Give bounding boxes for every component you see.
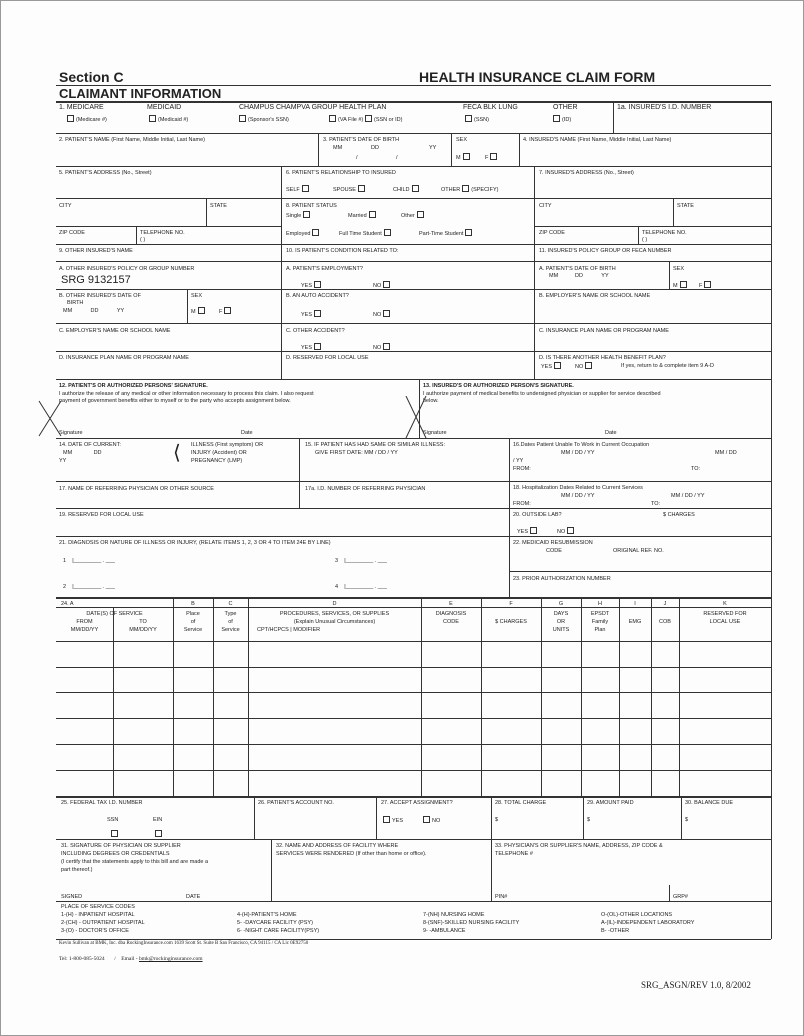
dob-slash: / <box>396 155 398 161</box>
hospitalization-label: 18. Hospitalization Dates Related to Current Services <box>513 485 643 491</box>
medicaid-label: MEDICAID <box>147 104 182 111</box>
col-letter-h: H <box>598 601 602 607</box>
other-dob-format: MM DD YY <box>63 308 125 314</box>
rule <box>56 289 771 290</box>
bracket-icon: ⟨ <box>173 442 181 464</box>
reserved-header: LOCAL USE <box>709 619 741 625</box>
from-header: FROM <box>76 619 93 625</box>
feca-label: FECA BLK LUNG <box>463 104 518 111</box>
rule <box>56 744 771 745</box>
rule <box>56 244 771 245</box>
procedures-header: CPT/HCPCS | MODIFIER <box>257 627 321 633</box>
rule <box>673 198 674 226</box>
patient-account-field[interactable]: 26. PATIENT'S ACCOUNT NO. <box>258 800 334 806</box>
other-accident-label: C. OTHER ACCIDENT? <box>286 328 345 334</box>
other-accident-yes-checkbox[interactable]: YES <box>301 343 323 352</box>
col-letter-b: B <box>191 601 195 607</box>
facility-label: 32. NAME AND ADDRESS OF FACILITY WHERE <box>276 843 399 849</box>
facility-label: SERVICES WERE RENDERED (If other than home or office). <box>276 851 427 857</box>
rule <box>56 198 771 199</box>
pos-code: 7-(NH) NURSING HOME <box>423 912 485 918</box>
insured-plan-field[interactable]: C. INSURANCE PLAN NAME OR PROGRAM NAME <box>539 328 669 334</box>
col-letter-e: E <box>449 601 453 607</box>
rule <box>56 133 771 134</box>
employed-checkbox[interactable]: Employed <box>286 229 321 238</box>
dob-dd: DD <box>371 145 379 151</box>
rule <box>56 508 771 509</box>
rule <box>669 885 670 901</box>
procedures-header: PROCEDURES, SERVICES, OR SUPPLIES <box>279 611 390 617</box>
employment-no-checkbox[interactable]: NO <box>373 281 392 290</box>
col-letter-i: I <box>634 601 636 607</box>
married-checkbox[interactable]: Married <box>348 211 378 220</box>
pos-title: PLACE OF SERVICE CODES <box>61 904 135 910</box>
rule <box>271 839 272 901</box>
rule <box>583 796 584 839</box>
supplier-label: 33. PHYSICIAN'S OR SUPPLIER'S NAME, ADDRESS, ZIP CODE & <box>495 843 663 849</box>
rule <box>56 718 771 719</box>
days-header: OR <box>556 619 566 625</box>
phone-paren: ( ) <box>140 237 146 243</box>
type-header: Type <box>224 611 237 617</box>
pos-code: 8-(SNF)-SKILLED NURSING FACILITY <box>423 920 520 926</box>
insured-dob-format: MM DD YY <box>549 273 609 279</box>
col-letter-a: 24. A <box>61 601 74 607</box>
pos-code: 5- -DAYCARE FACILITY (PSY) <box>237 920 313 926</box>
insured-zip-field[interactable]: ZIP CODE <box>539 230 565 236</box>
rule <box>771 101 772 939</box>
sig12-text: I authorize the release of any medical or other information necessary to process this claim. I also request <box>59 391 314 397</box>
days-header: UNITS <box>552 627 570 633</box>
dob-mm: MM <box>333 145 343 151</box>
rule <box>56 323 771 324</box>
sex-f-checkbox[interactable]: F <box>485 153 499 162</box>
emg-header: EMG <box>628 619 642 625</box>
other-policy-value[interactable]: SRG 9132157 <box>61 274 131 286</box>
rule <box>56 667 771 668</box>
date-current-label: 14. DATE OF CURRENT: <box>59 442 121 448</box>
zip-field[interactable]: ZIP CODE <box>59 230 85 236</box>
phone-field[interactable]: TELEPHONE NO. <box>140 230 185 236</box>
unable-work-to-format: MM / DD <box>715 450 737 456</box>
rule <box>299 438 300 508</box>
col-letter-f: F <box>509 601 513 607</box>
patient-address-field[interactable]: 5. PATIENT'S ADDRESS (No., Street) <box>59 170 152 176</box>
pos-code: 2-(CH) - OUTPATIENT HOSPITAL <box>61 920 145 926</box>
diagnosis-label: 21. DIAGNOSIS OR NATURE OF ILLNESS OR INJURY, (RELATE ITEMS 1, 2, 3 OR 4 TO ITEM 24E BY LINE) <box>59 540 331 546</box>
insured-dob-label: A. PATIENT'S DATE OF BIRTH <box>539 266 616 272</box>
rule <box>187 289 188 323</box>
single-checkbox[interactable]: Single <box>286 211 312 220</box>
rule <box>56 839 771 840</box>
accept-yes-checkbox[interactable]: YES <box>381 816 403 825</box>
rule <box>318 133 319 166</box>
diagnosis-2-field[interactable]: 2 |_________ . ___ <box>63 584 115 590</box>
rule <box>491 796 492 901</box>
champus-label: CHAMPUS CHAMPVA GROUP HEALTH PLAN <box>239 104 387 111</box>
rule <box>281 166 282 379</box>
signed-date-field[interactable]: DATE <box>186 894 201 900</box>
rule <box>56 597 771 599</box>
full-time-checkbox[interactable]: Full Time Student <box>339 229 393 238</box>
sig13-text: I authorize payment of medical benefits to undersigned physician or supplier for service described <box>423 391 661 397</box>
pin-field[interactable]: PIN# <box>495 894 508 900</box>
insured-sex-m-checkbox[interactable]: M <box>673 281 689 290</box>
amount-paid-field[interactable]: $ <box>587 817 591 823</box>
diagnosis-code-header: DIAGNOSIS <box>435 611 467 617</box>
pos-code: 6- -NIGHT CARE FACILITY(PSY) <box>237 928 320 934</box>
illness-label: ILLNESS (First symptom) OR <box>191 442 264 448</box>
type-header: Service <box>221 627 240 633</box>
rule <box>669 261 670 289</box>
hosp-from-format: MM / DD / YY <box>561 493 595 499</box>
ssn-checkbox[interactable] <box>109 830 120 839</box>
form-revision: SRG_ASGN/REV 1.0, 8/2002 <box>641 980 751 990</box>
pos-code: 1-(H) - INPATIENT HOSPITAL <box>61 912 135 918</box>
champva-checkbox[interactable]: (VA File #) <box>327 115 363 124</box>
rule <box>376 796 377 839</box>
pos-code: 9- -AMBULANCE <box>423 928 466 934</box>
federal-tax-id-label: 25. FEDERAL TAX I.D. NUMBER <box>61 800 143 806</box>
sig13-signature-field[interactable]: Signature <box>423 430 447 436</box>
rule <box>56 166 771 167</box>
col-letter-k: K <box>723 601 727 607</box>
resubmission-code-field[interactable]: CODE <box>546 548 562 554</box>
insured-phone-field[interactable]: TELEPHONE NO. <box>642 230 687 236</box>
physician-signature-label: 31. SIGNATURE OF PHYSICIAN OR SUPPLIER <box>61 843 181 849</box>
referring-physician-field[interactable]: 17. NAME OF REFERRING PHYSICIAN OR OTHER SOURCE <box>59 486 214 492</box>
rule <box>56 641 771 642</box>
dob-yy: YY <box>429 145 437 151</box>
rule <box>56 536 771 537</box>
sig13-title: 13. INSURED'S OR AUTHORIZED PERSON'S SIGNATURE. <box>423 383 574 389</box>
physician-certify-text: (I certify that the statements apply to this bill and are made a <box>61 859 209 865</box>
sig12-date-field[interactable]: Date <box>241 430 253 436</box>
rule <box>509 571 771 572</box>
unable-work-from-format: MM / DD / YY <box>561 450 595 456</box>
first-date-label: GIVE FIRST DATE: MM / DD / YY <box>315 450 398 456</box>
rule <box>206 198 207 226</box>
other-relationship-checkbox[interactable]: OTHER (SPECIFY) <box>441 187 499 193</box>
diagnosis-1-field[interactable]: 1 |_________ . ___ <box>63 558 115 564</box>
other-sex-f-checkbox[interactable]: F <box>219 307 233 316</box>
diagnosis-4-field[interactable]: 4 |_________ . ___ <box>335 584 387 590</box>
unable-work-to-field[interactable]: TO: <box>691 466 701 472</box>
date-current-format: MM DD <box>63 450 102 456</box>
birth-label: BIRTH <box>67 300 84 306</box>
rule <box>509 438 510 597</box>
balance-due-field[interactable]: $ <box>685 817 689 823</box>
pos-code: A-(IL)-INDEPENDENT LABORATORY <box>601 920 695 926</box>
charges-header: $ CHARGES <box>495 619 527 625</box>
sig13-text: below. <box>423 398 439 404</box>
sig12-signature-field[interactable]: Signature <box>59 430 83 436</box>
sex-label: SEX <box>456 137 468 143</box>
patient-name-field[interactable]: 2. PATIENT'S NAME (First Name, Middle Initial, Last Name) <box>59 137 206 143</box>
rule <box>619 597 620 796</box>
auto-yes-checkbox[interactable]: YES <box>301 310 323 319</box>
rule <box>451 133 452 166</box>
phone-paren: ( ) <box>642 237 648 243</box>
rule <box>56 85 771 86</box>
rule <box>248 597 249 796</box>
other-insured-name-field[interactable]: 9. OTHER INSURED'S NAME <box>59 248 133 254</box>
original-ref-field[interactable]: ORIGINAL REF. NO. <box>613 548 664 554</box>
rule <box>56 226 281 227</box>
type-header: of <box>228 619 233 625</box>
epsdt-header: Family <box>591 619 609 625</box>
pos-code: 4-(H)-PATIENT'S HOME <box>237 912 297 918</box>
pos-code: B- -OTHER <box>601 928 630 934</box>
accept-assignment-label: 27. ACCEPT ASSIGNMENT? <box>381 800 453 806</box>
self-checkbox[interactable]: SELF <box>286 185 311 194</box>
rule <box>56 101 771 103</box>
rule <box>56 481 771 482</box>
outside-lab-yes-checkbox[interactable]: YES <box>517 527 539 536</box>
charges-label: $ CHARGES <box>663 512 695 518</box>
reserved-local-use: D. RESERVED FOR LOCAL USE <box>286 355 369 361</box>
hosp-to-field[interactable]: TO: <box>651 501 661 507</box>
medicare-checkbox[interactable]: (Medicare #) <box>65 115 107 124</box>
insured-state-field[interactable]: STATE <box>677 203 694 209</box>
col-letter-d: D <box>332 601 337 607</box>
date-current-yy: YY <box>59 458 67 464</box>
rule <box>613 101 614 133</box>
other-policy-label: A. OTHER INSURED'S POLICY OR GROUP NUMBER <box>59 266 195 272</box>
hosp-from-field[interactable]: FROM: <box>513 501 531 507</box>
accept-no-checkbox[interactable]: NO <box>421 816 440 825</box>
dob-slash: / <box>356 155 358 161</box>
insured-address-field[interactable]: 7. INSURED'S ADDRESS (No., Street) <box>539 170 634 176</box>
pos-code: O-(OL)-OTHER LOCATIONS <box>601 912 673 918</box>
total-charge-label: 28. TOTAL CHARGE <box>495 800 547 806</box>
physician-certify-text: part thereof.) <box>61 867 93 873</box>
spouse-checkbox[interactable]: SPOUSE <box>333 185 367 194</box>
medicaid-resubmission-label: 22. MEDICAID RESUBMISSION <box>513 540 593 546</box>
grp-field[interactable]: GRP# <box>673 894 688 900</box>
pregnancy-label: PREGNANCY (LMP) <box>191 458 243 464</box>
other-insured-dob-label: B. OTHER INSURED'S DATE OF <box>59 293 141 299</box>
child-checkbox[interactable]: CHILD <box>393 185 421 194</box>
other-plan-field[interactable]: D. INSURANCE PLAN NAME OR PROGRAM NAME <box>59 355 189 361</box>
rule <box>113 607 114 796</box>
injury-label: INJURY (Accident) OR <box>191 450 247 456</box>
reserved-header: RESERVED FOR <box>703 611 747 617</box>
prior-authorization-field[interactable]: 23. PRIOR AUTHORIZATION NUMBER <box>513 576 611 582</box>
reserved-local-use-19: 19. RESERVED FOR LOCAL USE <box>59 512 144 518</box>
state-field[interactable]: STATE <box>210 203 227 209</box>
sig12-title: 12. PATIENT'S OR AUTHORIZED PERSONS' SIGNATURE. <box>59 383 208 389</box>
rule <box>534 226 771 227</box>
rule <box>519 133 520 166</box>
rule <box>481 597 482 796</box>
another-plan-yes-checkbox[interactable]: YES <box>541 362 563 371</box>
diagnosis-code-header: CODE <box>443 619 459 625</box>
other-status-checkbox[interactable]: Other <box>401 211 426 220</box>
condition-label: 10. IS PATIENT'S CONDITION RELATED TO: <box>286 248 399 254</box>
rule <box>56 351 771 352</box>
rule <box>421 597 422 796</box>
to-header: TO <box>139 619 147 625</box>
auto-no-checkbox[interactable]: NO <box>373 310 392 319</box>
claimant-info-heading: CLAIMANT INFORMATION <box>59 86 222 101</box>
place-header: Service <box>183 627 203 633</box>
ein-checkbox[interactable] <box>153 830 164 839</box>
sig13-date-field[interactable]: Date <box>605 430 617 436</box>
outside-lab-no-checkbox[interactable]: NO <box>557 527 576 536</box>
insured-sex-label: SEX <box>673 266 685 272</box>
medicaid-checkbox[interactable]: (Medicaid #) <box>147 115 188 124</box>
rule <box>56 901 771 902</box>
insured-name-field[interactable]: 4. INSURED'S NAME (First Name, Middle Initial, Last Name) <box>523 137 672 143</box>
policy-group-field[interactable]: 11. INSURED'S POLICY GROUP OR FECA NUMBER <box>539 248 672 254</box>
insured-city-field[interactable]: CITY <box>539 203 552 209</box>
epsdt-header: Plan <box>594 627 606 633</box>
other-sex-m-checkbox[interactable]: M <box>191 307 207 316</box>
relationship-label: 6. PATIENT'S RELATIONSHIP TO INSURED <box>286 170 396 176</box>
contact-line: Tel: 1-800-085-5024 / Email - bmk@rockinginsurance.com <box>59 956 203 962</box>
email-link[interactable]: bmk@rockinginsurance.com <box>138 956 203 962</box>
rule <box>56 692 771 693</box>
other-sex-label: SEX <box>191 293 203 299</box>
place-header: of <box>190 619 196 625</box>
ssn-label: SSN <box>107 817 119 823</box>
champus-checkbox[interactable]: (Sponsor's SSN) <box>237 115 289 124</box>
days-header: DAYS <box>553 611 569 617</box>
rule <box>651 597 652 796</box>
patient-dob-label: 3. PATIENT'S DATE OF BIRTH <box>323 137 400 143</box>
insured-employer-field[interactable]: B. EMPLOYER'S NAME OR SCHOOL NAME <box>539 293 651 299</box>
rule <box>136 226 137 244</box>
epsdt-header: EPSDT <box>590 611 610 617</box>
section-label: Section C <box>59 69 124 85</box>
another-plan-note: If yes, return to & complete item 9 A-D <box>621 363 714 369</box>
total-charge-field[interactable]: $ <box>495 817 499 823</box>
other-accident-no-checkbox[interactable]: NO <box>373 343 392 352</box>
employer-name-field[interactable]: C. EMPLOYER'S NAME OR SCHOOL NAME <box>59 328 171 334</box>
diagnosis-3-field[interactable]: 3 |_________ . ___ <box>335 558 387 564</box>
supplier-label: TELEPHONE # <box>495 851 533 857</box>
feca-checkbox[interactable]: (SSN) <box>463 115 489 124</box>
another-plan-label: D. IS THERE ANOTHER HEALTH BENEFIT PLAN? <box>539 355 666 361</box>
sex-m-checkbox[interactable]: M <box>456 153 472 162</box>
rule <box>56 770 771 771</box>
physician-signature-label: INCLUDING DEGREES OR CREDENTIALS <box>61 851 170 857</box>
amount-paid-label: 29. AMOUNT PAID <box>587 800 634 806</box>
balance-due-label: 30. BALANCE DUE <box>685 800 733 806</box>
phone-number: Tel: 1-800-085-5024 <box>59 956 105 962</box>
dates-of-service-header: DATE(S) OF SERVICE <box>86 611 143 617</box>
procedures-header: (Explain Unusual Circumstances) <box>293 619 376 625</box>
employment-yes-checkbox[interactable]: YES <box>301 281 323 290</box>
rule <box>638 226 639 244</box>
form-title: HEALTH INSURANCE CLAIM FORM <box>419 69 656 85</box>
similar-illness-label: 15. IF PATIENT HAS HAD SAME OR SIMILAR ILLNESS: <box>305 442 445 448</box>
outside-lab-label: 20. OUTSIDE LAB? <box>513 512 562 518</box>
other-checkbox[interactable]: (ID) <box>551 115 571 124</box>
auto-accident-label: B. AN AUTO ACCIDENT? <box>286 293 349 299</box>
rule <box>56 796 771 798</box>
hosp-to-format: MM / DD / YY <box>671 493 705 499</box>
col-letter-c: C <box>228 601 233 607</box>
sign-here-x-marks <box>31 396 451 441</box>
to-format: MM/DD/YY <box>129 627 157 633</box>
rule <box>534 166 535 379</box>
rule <box>681 796 682 839</box>
other-label: OTHER <box>553 104 578 111</box>
signed-field[interactable]: SIGNED <box>61 894 83 900</box>
referring-id-field[interactable]: 17a. I.D. NUMBER OF REFERRING PHYSICIAN <box>305 486 426 492</box>
insured-sex-f-checkbox[interactable]: F <box>699 281 713 290</box>
place-header: Place <box>186 611 200 617</box>
rule <box>56 261 771 262</box>
unable-work-from-field[interactable]: FROM: <box>513 466 531 472</box>
patient-status-label: 8. PATIENT STATUS <box>286 203 337 209</box>
rule <box>679 597 680 796</box>
sig12-text: payment of government benefits either to myself or to the party who accepts assignment below. <box>59 398 291 404</box>
rule <box>56 379 771 380</box>
yy-label: / YY <box>513 458 524 464</box>
col-letter-g: G <box>558 601 564 607</box>
city-field[interactable]: CITY <box>59 203 72 209</box>
another-plan-no-checkbox[interactable]: NO <box>575 362 594 371</box>
pos-code: 3-(O) - DOCTOR'S OFFICE <box>61 928 129 934</box>
agent-info: Kevin Sullivan at BMK, Inc. dba RockingInsurance.com 1639 Scott St. Suite B San Francisco, CA 94115 / CA Lic 0E92750 <box>59 941 309 946</box>
insured-id-field[interactable]: 1a. INSURED'S I.D. NUMBER <box>617 104 712 111</box>
ein-label: EIN <box>153 817 163 823</box>
group-plan-checkbox[interactable]: (SSN or ID) <box>363 115 402 124</box>
col-letter-j: J <box>663 601 667 607</box>
from-format: MM/DD/YY <box>70 627 99 633</box>
cob-header: COB <box>659 619 671 625</box>
rule <box>254 796 255 839</box>
unable-work-label: 16.Dates Patient Unable To Work in Current Occupation <box>513 442 650 448</box>
part-time-checkbox[interactable]: Part-Time Student <box>419 229 474 238</box>
medicare-label: 1. MEDICARE <box>59 104 104 111</box>
employment-label: A. PATIENT'S EMPLOYMENT? <box>286 266 363 272</box>
